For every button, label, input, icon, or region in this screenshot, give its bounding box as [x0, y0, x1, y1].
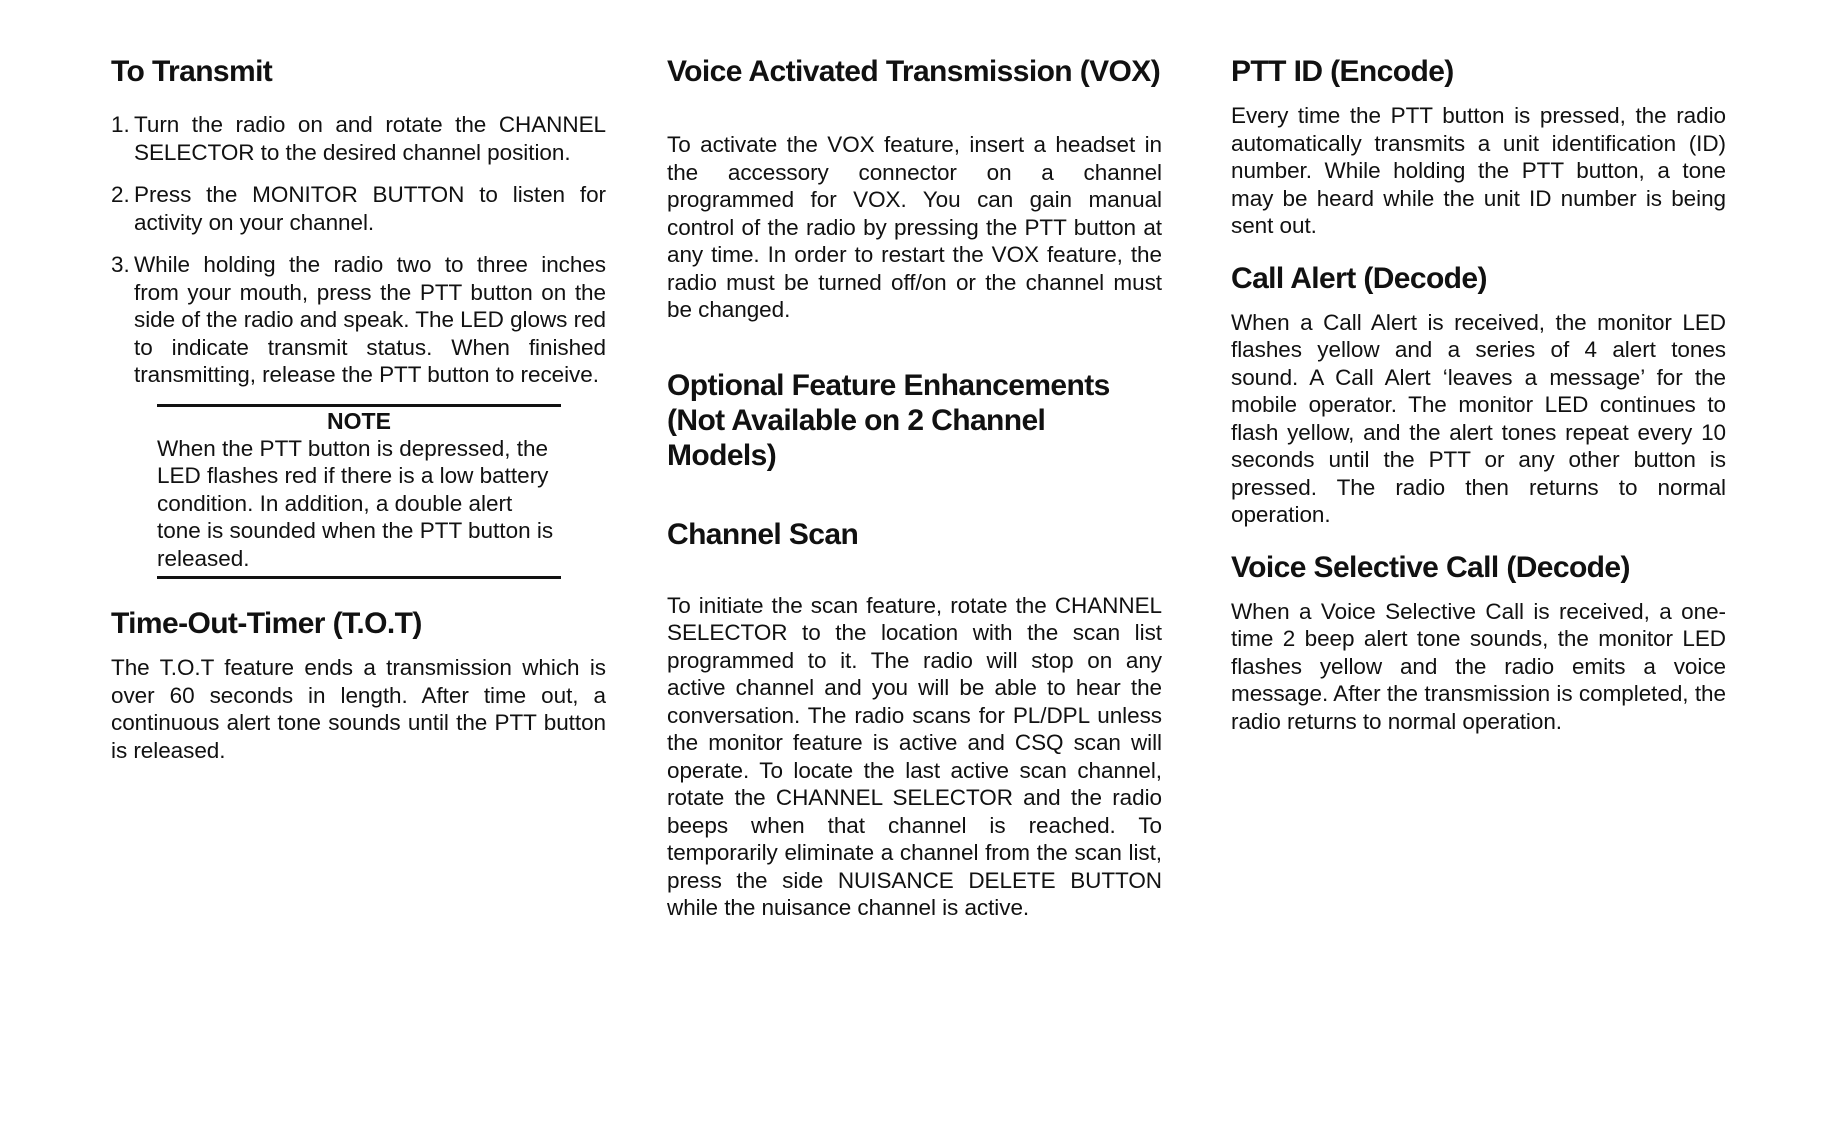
- heading-vox: Voice Activated Transmission (VOX): [667, 55, 1161, 88]
- step-text: Press the MONITOR BUTTON to listen for activity on your channel.: [134, 182, 606, 235]
- heading-time-out-timer: Time-Out-Timer (T.O.T): [111, 607, 422, 640]
- heading-to-transmit: To Transmit: [111, 55, 273, 88]
- heading-ptt-id: PTT ID (Encode): [1231, 55, 1454, 88]
- column-left: [111, 54, 606, 764]
- heading-optional-features: Optional Feature Enhancements (Not Available on 2 Channel Models): [667, 368, 1110, 472]
- heading-channel-scan: Channel Scan: [667, 517, 859, 551]
- tot-paragraph: The T.O.T feature ends a transmission which is over 60 seconds in length. After time out, a continuous alert tone sounds until the PTT button is released.: [111, 655, 606, 763]
- column-right: [1231, 54, 1726, 735]
- step-number: 3.: [111, 252, 130, 277]
- list-item: [111, 111, 606, 166]
- column-middle: [667, 54, 1162, 922]
- step-number: 1.: [111, 112, 130, 137]
- note-text: When the PTT button is depressed, the LED flashes red if there is a low battery condition. In addition, a double alert tone is sounded when the PTT button is released.: [157, 435, 554, 571]
- step-text: Turn the radio on and rotate the CHANNEL SELECTOR to the desired channel position.: [134, 112, 606, 165]
- note-box: [157, 404, 561, 580]
- scan-paragraph: To initiate the scan feature, rotate the CHANNEL SELECTOR to the location with the scan list programmed to it. The radio will stop on any active channel and you will be able to hear the conversation. The radio scans for PL/DPL unless the monitor feature is active and CSQ scan will operate. To locate the last active scan channel, rotate the CHANNEL SELECTOR and the radio beeps when that channel is reached. To temporarily eliminate a channel from the scan list, press the side NUISANCE DELETE BUTTON while the nuisance channel is active.: [667, 592, 1162, 920]
- list-item: [111, 181, 606, 236]
- step-number: 2.: [111, 182, 130, 207]
- voice-selective-call-paragraph: When a Voice Selective Call is received, a one-time 2 beep alert tone sounds, the monitor LED flashes yellow and the radio emits a voice message. After the transmission is completed, the radio returns to normal operation.: [1231, 598, 1726, 734]
- ptt-id-paragraph: Every time the PTT button is pressed, the radio automatically transmits a unit identification (ID) number. While holding the PTT button, a tone may be heard while the unit ID number is being sent out.: [1231, 103, 1726, 238]
- transmit-steps-list: [111, 111, 606, 389]
- vox-paragraph: To activate the VOX feature, insert a headset in the accessory connector on a channel programmed for VOX. You can gain manual control of the radio by pressing the PTT button at any time. In order to restart the VOX feature, the radio must be turned off/on or the channel must be changed.: [667, 132, 1162, 322]
- note-title: NOTE: [327, 407, 391, 434]
- heading-voice-selective-call: Voice Selective Call (Decode): [1231, 550, 1630, 584]
- step-text: While holding the radio two to three inches from your mouth, press the PTT button on the side of the radio and speak. The LED glows red to indicate transmit status. When finished transmitting, release the PTT button to receive.: [134, 252, 606, 387]
- heading-call-alert: Call Alert (Decode): [1231, 261, 1487, 295]
- call-alert-paragraph: When a Call Alert is received, the monitor LED flashes yellow and a series of 4 alert tones sound. A Call Alert ‘leaves a message’ for the mobile operator. The monitor LED continues to flash yellow, and the alert tones repeat every 10 seconds until the PTT or any other button is pressed. The radio then returns to normal operation.: [1231, 309, 1726, 527]
- list-item: [111, 251, 606, 389]
